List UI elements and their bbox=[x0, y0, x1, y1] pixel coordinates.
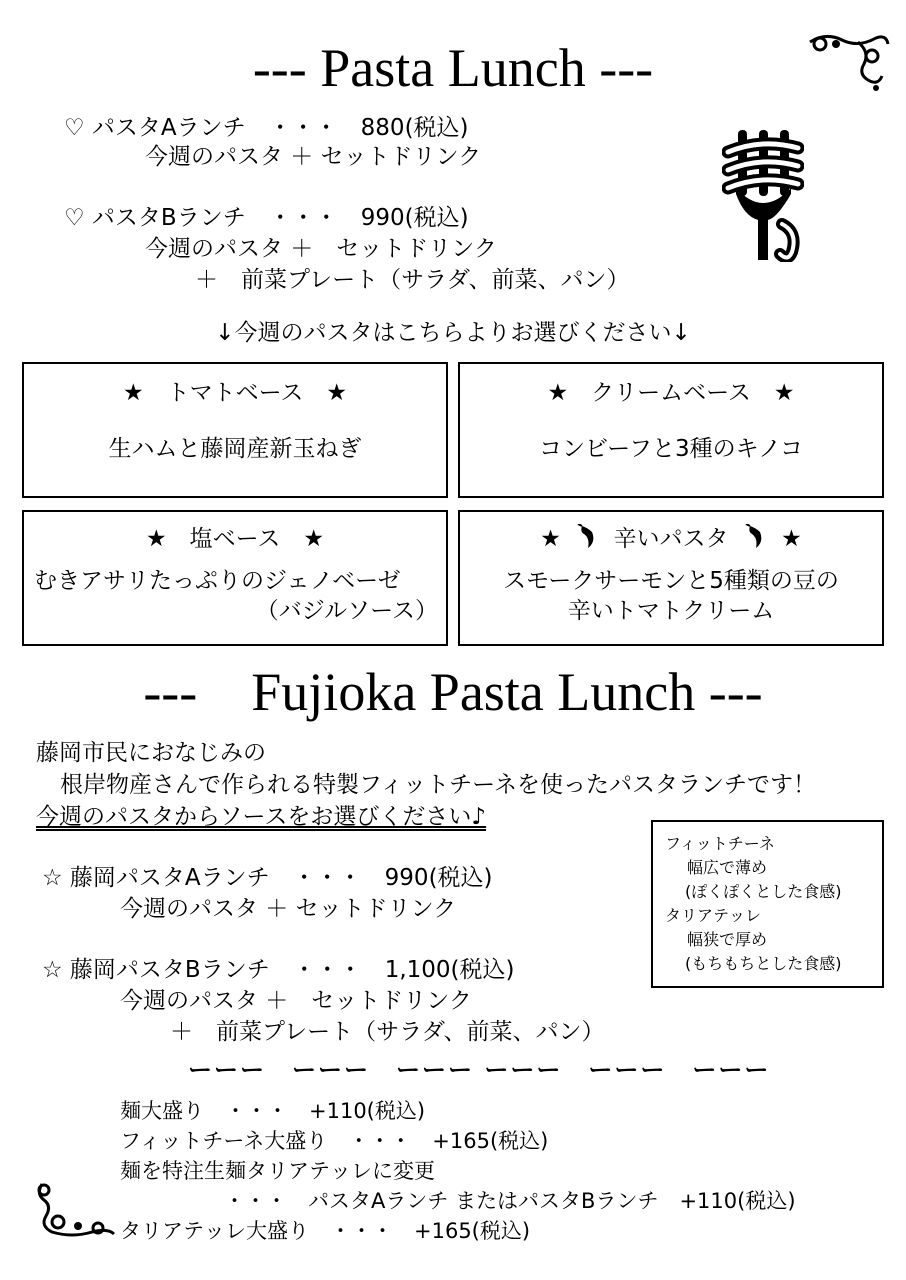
choose-instruction: ↓今週のパスタはこちらよりお選びください↓ bbox=[215, 320, 691, 346]
salt-base-box bbox=[22, 510, 448, 646]
spicy-pasta-dish-line2: 辛いトマトクリーム bbox=[567, 598, 775, 624]
fujioka-b-lunch-desc: 今週のパスタ ＋ セットドリンク bbox=[120, 988, 472, 1014]
option-tagliatelle-change-price: ・・・ パスタAランチ またはパスタBランチ +110(税込) bbox=[224, 1189, 796, 1213]
fujioka-b-lunch-desc-2: ＋ 前菜プレート（サラダ、前菜、パン） bbox=[170, 1019, 605, 1045]
option-tagliatelle-change: 麺を特注生麺タリアテッレに変更 bbox=[120, 1159, 435, 1183]
note-tagliatelle-label: タリアテッレ bbox=[665, 906, 762, 925]
intro-line-2: 根岸物産さんで作られる特製フィットチーネを使ったパスタランチです！ bbox=[60, 772, 817, 798]
note-tagliatelle-texture: (もちもちとした食感) bbox=[685, 954, 842, 973]
note-fettuccine-width: 幅広で薄め bbox=[687, 858, 768, 877]
tomato-base-dish: 生ハムと藤岡産新玉ねぎ bbox=[108, 436, 362, 462]
note-fettuccine-label: フィットチーネ bbox=[665, 834, 775, 853]
intro-line-3: 今週のパスタからソースをお選びください♪ bbox=[36, 804, 487, 830]
page-title: --- Pasta Lunch --- bbox=[252, 38, 654, 98]
pasta-b-lunch-price: ♡ パスタBランチ ・・・ 990(税込) bbox=[64, 205, 469, 231]
star-right: ★ bbox=[781, 526, 802, 552]
fujioka-section-title: --- Fujioka Pasta Lunch --- bbox=[143, 662, 763, 722]
fork-pasta-icon bbox=[722, 128, 804, 262]
note-fettuccine-texture: (ぽくぽくとした食感) bbox=[685, 882, 842, 901]
fujioka-a-lunch-desc: 今週のパスタ ＋ セットドリンク bbox=[120, 896, 457, 922]
option-large-fettuccine: フィットチーネ大盛り ・・・ +165(税込) bbox=[120, 1129, 549, 1153]
spicy-pasta-box bbox=[458, 510, 884, 646]
chili-pepper-icon bbox=[576, 524, 598, 550]
pasta-b-lunch-desc: 今週のパスタ ＋ セットドリンク bbox=[145, 236, 497, 262]
spicy-pasta-label: 辛いパスタ bbox=[613, 526, 729, 552]
option-large-tagliatelle: タリアテッレ大盛り ・・・ +165(税込) bbox=[120, 1219, 531, 1243]
salt-base-dish-line2: （バジルソース） bbox=[255, 598, 438, 624]
cream-base-heading: ★ クリームベース ★ bbox=[547, 380, 795, 406]
spicy-pasta-dish-line1: スモークサーモンと5種類の豆の bbox=[503, 568, 839, 594]
fujioka-a-lunch-price: ☆ 藤岡パスタAランチ ・・・ 990(税込) bbox=[42, 865, 493, 891]
flourish-ornament-icon bbox=[32, 1180, 116, 1242]
pasta-b-lunch-desc-2: ＋ 前菜プレート（サラダ、前菜、パン） bbox=[195, 267, 630, 293]
chili-pepper-icon bbox=[744, 524, 766, 550]
fujioka-b-lunch-price: ☆ 藤岡パスタBランチ ・・・ 1,100(税込) bbox=[42, 957, 515, 983]
noodle-note-box bbox=[651, 820, 884, 988]
intro-line-1: 藤岡市民におなじみの bbox=[36, 740, 266, 766]
salt-base-dish-line1: むきアサリたっぷりのジェノベーゼ bbox=[34, 568, 401, 594]
star-left: ★ bbox=[540, 526, 561, 552]
note-tagliatelle-width: 幅狭で厚め bbox=[687, 930, 768, 949]
salt-base-heading: ★ 塩ベース ★ bbox=[145, 526, 325, 552]
pasta-a-lunch-desc: 今週のパスタ ＋ セットドリンク bbox=[145, 144, 482, 170]
tomato-base-box bbox=[22, 362, 448, 498]
cream-base-box bbox=[458, 362, 884, 498]
cream-base-dish: コンビーフと3種のキノコ bbox=[539, 436, 803, 462]
spicy-pasta-heading bbox=[460, 524, 882, 554]
pasta-a-lunch-price: ♡ パスタAランチ ・・・ 880(税込) bbox=[64, 115, 469, 141]
option-large-noodles: 麺大盛り ・・・ +110(税込) bbox=[120, 1099, 426, 1123]
tomato-base-heading: ★ トマトベース ★ bbox=[122, 380, 348, 406]
divider: ーーー ーーー ーーー ーーー ーーー ーーー bbox=[188, 1056, 771, 1084]
